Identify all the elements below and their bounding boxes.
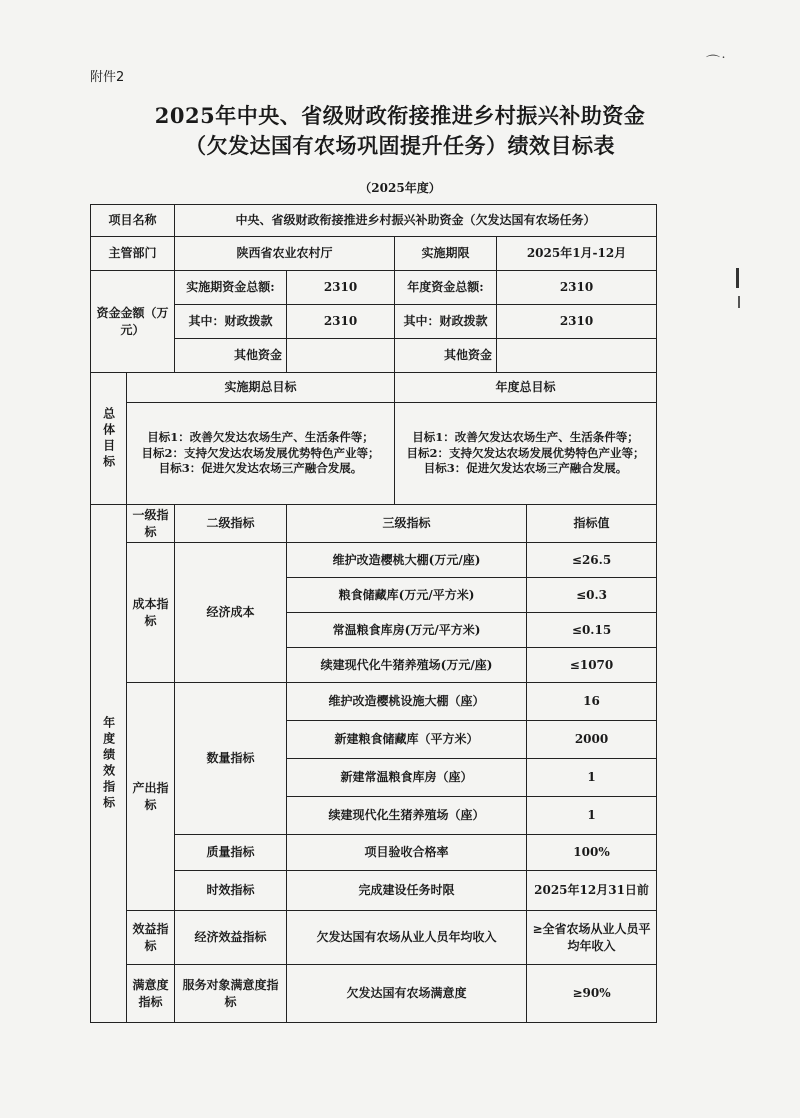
quantity-item-name: 维护改造樱桃设施大棚（座）: [287, 683, 527, 721]
pen-mark: [738, 296, 740, 308]
cost-item-value: ≤1070: [527, 648, 657, 683]
table-row: [91, 543, 657, 578]
annual-goal-header: 年度总目标: [395, 373, 657, 403]
level3-header: 三级指标: [287, 505, 527, 543]
table-row: [91, 683, 657, 721]
period-goal-3: 目标3：促进欠发达农场三产融合发展。: [158, 461, 363, 476]
table-row: [91, 911, 657, 965]
quantity-item-name: 新建粮食储藏库（平方米）: [287, 721, 527, 759]
annual-other-label: 其他资金: [395, 339, 497, 373]
benefit-level2: 经济效益指标: [175, 911, 287, 965]
cost-level2: 经济成本: [175, 543, 287, 683]
output-level1: 产出指标: [127, 683, 175, 911]
department-label: 主管部门: [91, 237, 175, 271]
annual-indicators-label: 年度绩效指标: [91, 505, 127, 1023]
cost-item-value: ≤0.3: [527, 578, 657, 613]
overall-goals-label: 总体目标: [91, 373, 127, 505]
period-goal-1: 目标1：改善欠发达农场生产、生活条件等；: [147, 430, 374, 445]
funds-other-label: 其他资金: [175, 339, 287, 373]
cost-level1: 成本指标: [127, 543, 175, 683]
funds-fiscal-value: 2310: [287, 305, 395, 339]
satisfaction-item-value: ≥90%: [527, 965, 657, 1023]
table-row: [91, 871, 657, 911]
department-row: [91, 237, 657, 271]
document-title-line2: （欠发达国有农场巩固提升任务）绩效目标表: [185, 133, 615, 158]
annual-fiscal-label: 其中：财政拨款: [395, 305, 497, 339]
quality-level2: 质量指标: [175, 835, 287, 871]
pen-mark: ⌒˙: [706, 55, 727, 71]
quantity-item-name: 新建常温粮食库房（座）: [287, 759, 527, 797]
quantity-item-value: 16: [527, 683, 657, 721]
benefit-item-name: 欠发达国有农场从业人员年均收入: [287, 911, 527, 965]
annual-goals-cell: [395, 403, 657, 505]
pen-mark: [736, 268, 739, 288]
quality-item-value: 100%: [527, 835, 657, 871]
performance-target-table: [90, 204, 657, 1023]
project-name-row: [91, 205, 657, 237]
timeliness-item-name: 完成建设任务时限: [287, 871, 527, 911]
project-name-value: 中央、省级财政衔接推进乡村振兴补助资金（欠发达国有农场任务）: [175, 205, 657, 237]
overall-goals-header-row: [91, 373, 657, 403]
attachment-label: 附件2: [90, 70, 125, 85]
cost-item-name: 粮食储藏库(万元/平方米): [287, 578, 527, 613]
quantity-item-value: 1: [527, 759, 657, 797]
quantity-item-value: 2000: [527, 721, 657, 759]
cost-item-name: 维护改造樱桃大棚(万元/座): [287, 543, 527, 578]
department-value: 陕西省农业农村厅: [175, 237, 395, 271]
funds-total-row: [91, 271, 657, 305]
period-goal-header: 实施期总目标: [127, 373, 395, 403]
annual-goal-2: 目标2：支持欠发达农场发展优势特色产业等；: [406, 445, 645, 460]
annual-total-value: 2310: [497, 271, 657, 305]
annual-other-value: [497, 339, 657, 373]
period-goals-cell: [127, 403, 395, 505]
value-header: 指标值: [527, 505, 657, 543]
cost-item-name: 续建现代化牛猪养殖场(万元/座): [287, 648, 527, 683]
funds-other-value: [287, 339, 395, 373]
period-value: 2025年1月-12月: [497, 237, 657, 271]
cost-item-name: 常温粮食库房(万元/平方米): [287, 613, 527, 648]
benefit-level1: 效益指标: [127, 911, 175, 965]
funds-fiscal-label: 其中：财政拨款: [175, 305, 287, 339]
annual-goal-3: 目标3：促进欠发达农场三产融合发展。: [423, 461, 628, 476]
funds-total-label: 实施期资金总额:: [175, 271, 287, 305]
year-note: （2025年度）: [359, 181, 441, 195]
funds-section-label: 资金金额（万元）: [91, 271, 175, 373]
annual-goal-1: 目标1：改善欠发达农场生产、生活条件等；: [412, 430, 639, 445]
funds-other-row: [91, 339, 657, 373]
overall-goals-content-row: [91, 403, 657, 505]
indicators-header-row: [91, 505, 657, 543]
quantity-level2: 数量指标: [175, 683, 287, 835]
project-name-label: 项目名称: [91, 205, 175, 237]
cost-item-value: ≤0.15: [527, 613, 657, 648]
funds-fiscal-row: [91, 305, 657, 339]
timeliness-level2: 时效指标: [175, 871, 287, 911]
annual-fiscal-value: 2310: [497, 305, 657, 339]
cost-item-value: ≤26.5: [527, 543, 657, 578]
funds-total-value: 2310: [287, 271, 395, 305]
document-title-line1: 2025年中央、省级财政衔接推进乡村振兴补助资金: [154, 103, 646, 128]
quantity-item-name: 续建现代化生猪养殖场（座）: [287, 797, 527, 835]
level2-header: 二级指标: [175, 505, 287, 543]
period-label: 实施期限: [395, 237, 497, 271]
satisfaction-level2: 服务对象满意度指标: [175, 965, 287, 1023]
benefit-item-value: ≥全省农场从业人员平均年收入: [527, 911, 657, 965]
table-row: [91, 835, 657, 871]
quality-item-name: 项目验收合格率: [287, 835, 527, 871]
satisfaction-item-name: 欠发达国有农场满意度: [287, 965, 527, 1023]
level1-header: 一级指标: [127, 505, 175, 543]
table-row: [91, 965, 657, 1023]
period-goal-2: 目标2：支持欠发达农场发展优势特色产业等；: [141, 445, 380, 460]
quantity-item-value: 1: [527, 797, 657, 835]
timeliness-item-value: 2025年12月31日前: [527, 871, 657, 911]
annual-total-label: 年度资金总额:: [395, 271, 497, 305]
satisfaction-level1: 满意度指标: [127, 965, 175, 1023]
